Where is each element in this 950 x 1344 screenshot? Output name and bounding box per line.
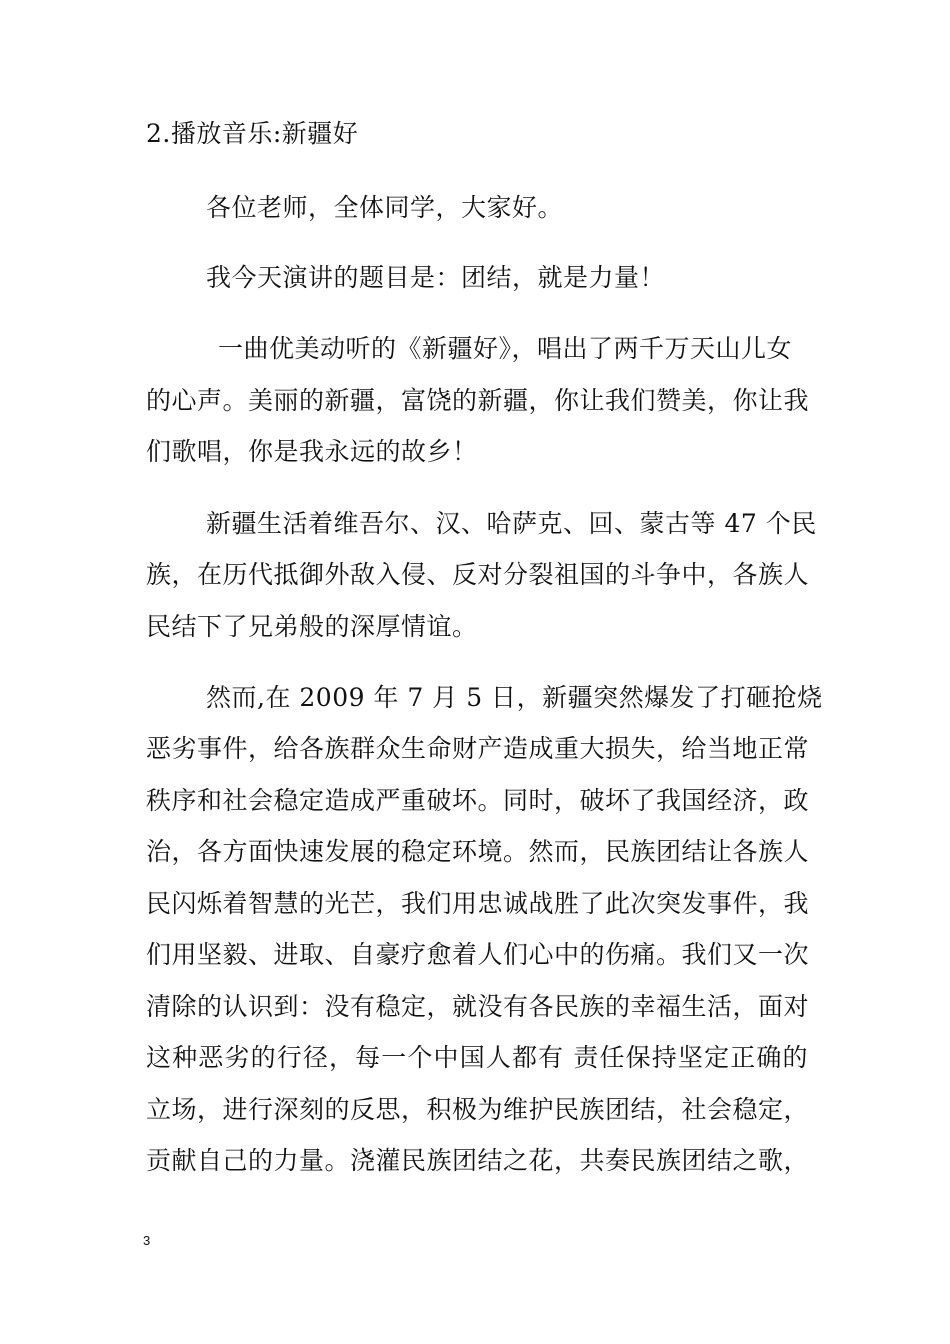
paragraph-line: 清除的认识到：没有稳定，就没有各民族的幸福生活，面对 [146,992,810,1021]
heading: 2.播放音乐:新疆好 [146,119,359,148]
paragraph-line: 然而,在 2009 年 7 月 5 日，新疆突然爆发了打砸抢烧 [206,683,823,712]
paragraph-line: 们歌唱，你是我永远的故乡！ [146,437,478,466]
topic-line: 我今天演讲的题目是：团结，就是力量！ [206,263,666,292]
paragraph-line: 治，各方面快速发展的稳定环境。然而，民族团结让各族人 [146,837,810,866]
paragraph-line: 民闪烁着智慧的光芒，我们用忠诚战胜了此次突发事件，我 [146,889,810,918]
paragraph-line: 民结下了兄弟般的深厚情谊。 [146,612,478,641]
paragraph-line: 立场，进行深刻的反思，积极为维护民族团结，社会稳定， [146,1095,810,1124]
page-number: 3 [143,1233,151,1248]
paragraph-line: 一曲优美动听的《新疆好》，唱出了两千万天山儿女 [218,334,793,363]
paragraph-line: 秩序和社会稳定造成严重破坏。同时，破坏了我国经济，政 [146,786,810,815]
paragraph-line: 新疆生活着维吾尔、汉、哈萨克、回、蒙古等 47 个民 [206,509,817,538]
paragraph-line: 恶劣事件，给各族群众生命财产造成重大损失，给当地正常 [146,734,810,763]
greeting: 各位老师，全体同学，大家好。 [206,193,564,222]
paragraph-line: 这种恶劣的行径，每一个中国人都有 责任保持坚定正确的 [146,1043,808,1072]
paragraph-line: 们用坚毅、进取、自豪疗愈着人们心中的伤痛。我们又一次 [146,940,810,969]
paragraph-line: 族，在历代抵御外敌入侵、反对分裂祖国的斗争中，各族人 [146,560,810,589]
paragraph-line: 的心声。美丽的新疆，富饶的新疆，你让我们赞美，你让我 [146,386,810,415]
paragraph-line: 贡献自己的力量。浇灌民族团结之花，共奏民族团结之歌， [146,1146,810,1175]
